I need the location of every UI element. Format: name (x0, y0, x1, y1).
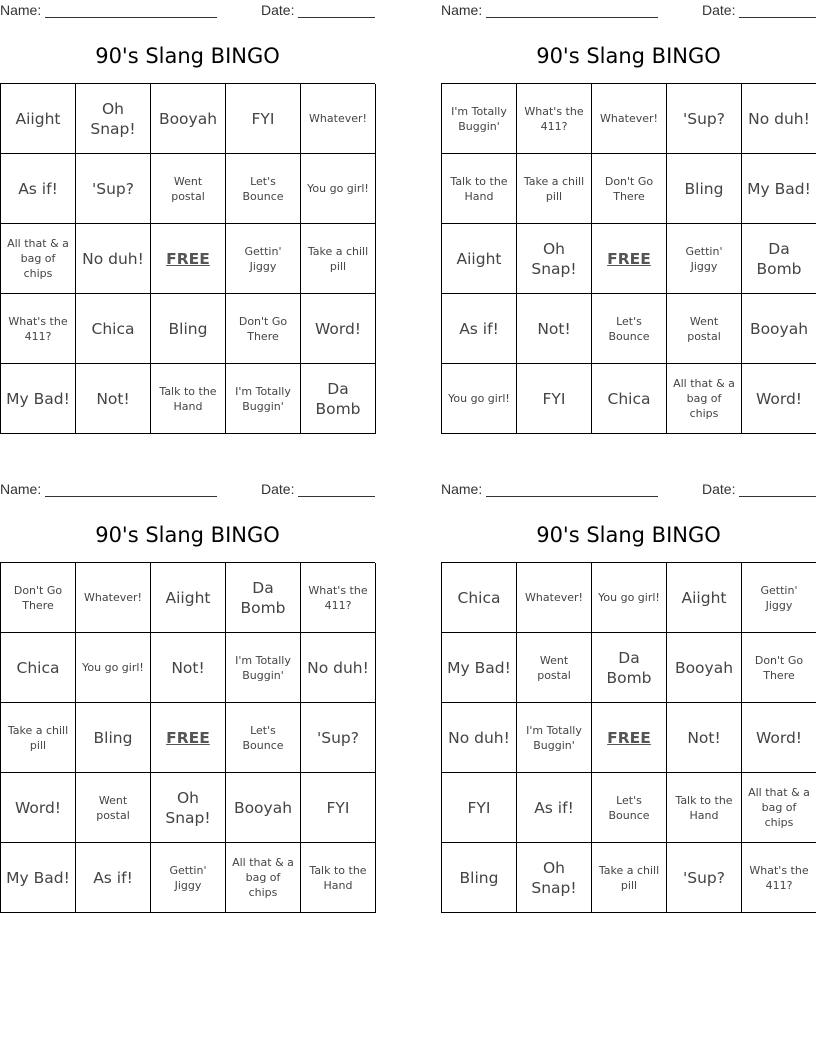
bingo-grid (441, 83, 816, 434)
date-blank-line (739, 481, 816, 497)
bingo-cell: Take a chill pill (592, 843, 667, 913)
card-title: 90's Slang BINGO (95, 523, 280, 547)
name-blank-line (45, 2, 217, 18)
bingo-card-1 (0, 0, 375, 418)
bingo-grid (0, 83, 375, 434)
bingo-cell: Bling (151, 294, 226, 364)
bingo-cell: Da Bomb (226, 563, 301, 633)
bingo-cell: As if! (76, 843, 151, 913)
name-label: Name: (0, 481, 42, 497)
bingo-cell: All that & a bag of chips (667, 364, 742, 434)
bingo-cell: Let's Bounce (592, 773, 667, 843)
date-label: Date: (261, 2, 295, 18)
bingo-card-3 (0, 479, 375, 899)
bingo-cell: Bling (442, 843, 517, 913)
bingo-cell: Take a chill pill (517, 154, 592, 224)
date-blank-line (298, 481, 375, 497)
bingo-grid (441, 562, 816, 913)
card-title: 90's Slang BINGO (536, 44, 721, 68)
bingo-cell: Not! (667, 703, 742, 773)
date-blank-line (739, 2, 816, 18)
free-space: FREE (151, 703, 226, 773)
bingo-cell: Word! (1, 773, 76, 843)
bingo-cell: All that & a bag of chips (742, 773, 816, 843)
bingo-cell: No duh! (742, 84, 816, 154)
bingo-cell: Take a chill pill (1, 703, 76, 773)
bingo-cell: Don't Go There (1, 563, 76, 633)
bingo-cell: 'Sup? (301, 703, 376, 773)
bingo-cell: No duh! (76, 224, 151, 294)
bingo-cell: Whatever! (76, 563, 151, 633)
bingo-cell: Don't Go There (742, 633, 816, 703)
bingo-cell: Talk to the Hand (301, 843, 376, 913)
date-label: Date: (702, 2, 736, 18)
card-title: 90's Slang BINGO (95, 44, 280, 68)
bingo-cell: What's the 411? (1, 294, 76, 364)
card-header (441, 479, 816, 501)
bingo-cell: Went postal (517, 633, 592, 703)
bingo-cell: 'Sup? (667, 843, 742, 913)
bingo-cell: Da Bomb (301, 364, 376, 434)
bingo-cell: You go girl! (442, 364, 517, 434)
bingo-cell: Gettin' Jiggy (742, 563, 816, 633)
bingo-cell: Went postal (151, 154, 226, 224)
bingo-cell: My Bad! (1, 364, 76, 434)
bingo-cell: What's the 411? (742, 843, 816, 913)
bingo-cell: Talk to the Hand (667, 773, 742, 843)
bingo-cell: I'm Totally Buggin' (226, 633, 301, 703)
free-space: FREE (592, 224, 667, 294)
bingo-cell: Oh Snap! (517, 224, 592, 294)
bingo-cell: Booyah (742, 294, 816, 364)
bingo-cell: Gettin' Jiggy (151, 843, 226, 913)
bingo-cell: You go girl! (301, 154, 376, 224)
bingo-cell: Not! (151, 633, 226, 703)
bingo-cell: Went postal (76, 773, 151, 843)
bingo-cell: Chica (442, 563, 517, 633)
bingo-cell: As if! (442, 294, 517, 364)
date-blank-line (298, 2, 375, 18)
bingo-cell: Let's Bounce (592, 294, 667, 364)
bingo-cell: Not! (517, 294, 592, 364)
name-label: Name: (0, 2, 42, 18)
free-space: FREE (151, 224, 226, 294)
bingo-cell: Aiight (442, 224, 517, 294)
bingo-cell: Whatever! (517, 563, 592, 633)
bingo-cell: All that & a bag of chips (1, 224, 76, 294)
bingo-cell: Let's Bounce (226, 703, 301, 773)
bingo-cell: My Bad! (442, 633, 517, 703)
bingo-cell: Bling (76, 703, 151, 773)
bingo-cell: You go girl! (592, 563, 667, 633)
bingo-cell: Booyah (151, 84, 226, 154)
bingo-cell: Oh Snap! (517, 843, 592, 913)
bingo-cell: Take a chill pill (301, 224, 376, 294)
name-label: Name: (441, 481, 483, 497)
bingo-cell: Booyah (226, 773, 301, 843)
bingo-cell: Let's Bounce (226, 154, 301, 224)
bingo-grid (0, 562, 375, 913)
bingo-cell: What's the 411? (517, 84, 592, 154)
bingo-cell: As if! (1, 154, 76, 224)
bingo-cell: Don't Go There (592, 154, 667, 224)
bingo-cell: My Bad! (1, 843, 76, 913)
bingo-cell: Word! (742, 703, 816, 773)
bingo-cell: Don't Go There (226, 294, 301, 364)
bingo-cell: Chica (76, 294, 151, 364)
card-title: 90's Slang BINGO (536, 523, 721, 547)
bingo-cell: Whatever! (301, 84, 376, 154)
bingo-cell: Gettin' Jiggy (226, 224, 301, 294)
bingo-cell: Went postal (667, 294, 742, 364)
bingo-cell: I'm Totally Buggin' (226, 364, 301, 434)
bingo-cell: Booyah (667, 633, 742, 703)
bingo-cell: You go girl! (76, 633, 151, 703)
name-label: Name: (441, 2, 483, 18)
name-blank-line (486, 481, 658, 497)
bingo-cell: Whatever! (592, 84, 667, 154)
bingo-cell: No duh! (301, 633, 376, 703)
bingo-cell: Word! (742, 364, 816, 434)
bingo-cell: Not! (76, 364, 151, 434)
bingo-cell: I'm Totally Buggin' (442, 84, 517, 154)
date-label: Date: (261, 481, 295, 497)
bingo-cell: FYI (301, 773, 376, 843)
name-blank-line (486, 2, 658, 18)
bingo-cell: Da Bomb (592, 633, 667, 703)
bingo-cell: No duh! (442, 703, 517, 773)
bingo-cell: 'Sup? (76, 154, 151, 224)
bingo-cell: Da Bomb (742, 224, 816, 294)
bingo-cell: Talk to the Hand (442, 154, 517, 224)
bingo-card-2 (441, 0, 816, 420)
bingo-cell: Chica (592, 364, 667, 434)
bingo-cell: All that & a bag of chips (226, 843, 301, 913)
bingo-cell: Aiight (151, 563, 226, 633)
bingo-cell: Word! (301, 294, 376, 364)
bingo-cell: As if! (517, 773, 592, 843)
bingo-card-4 (441, 479, 816, 897)
bingo-cell: My Bad! (742, 154, 816, 224)
free-space: FREE (592, 703, 667, 773)
bingo-cell: I'm Totally Buggin' (517, 703, 592, 773)
bingo-cell: Gettin' Jiggy (667, 224, 742, 294)
bingo-cell: Bling (667, 154, 742, 224)
bingo-cell: FYI (442, 773, 517, 843)
bingo-cell: Talk to the Hand (151, 364, 226, 434)
card-header (0, 479, 375, 501)
bingo-cell: FYI (226, 84, 301, 154)
bingo-cell: Chica (1, 633, 76, 703)
bingo-cell: 'Sup? (667, 84, 742, 154)
bingo-cell: Oh Snap! (76, 84, 151, 154)
bingo-cell: FYI (517, 364, 592, 434)
bingo-cell: Aiight (1, 84, 76, 154)
bingo-cell: What's the 411? (301, 563, 376, 633)
date-label: Date: (702, 481, 736, 497)
bingo-cell: Oh Snap! (151, 773, 226, 843)
bingo-cell: Aiight (667, 563, 742, 633)
name-blank-line (45, 481, 217, 497)
card-header (0, 0, 375, 22)
card-header (441, 0, 816, 22)
